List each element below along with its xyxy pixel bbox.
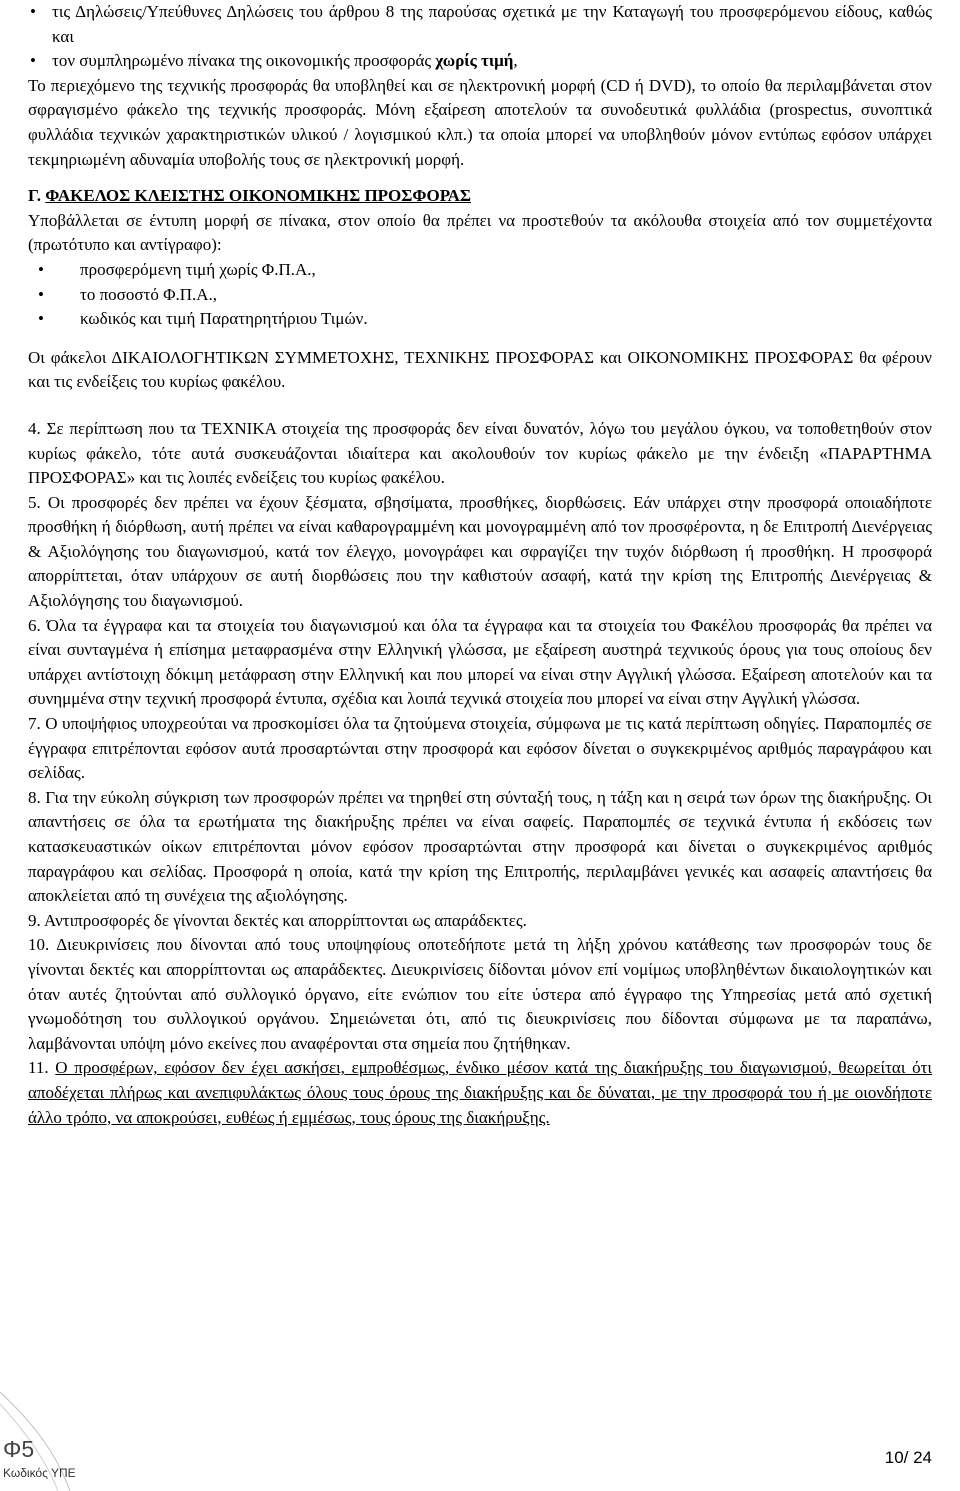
document-page [28, 0, 932, 1130]
numbered-paragraph: 4. Σε περίπτωση που τα ΤΕΧΝΙΚΑ στοιχεία της προσφοράς δεν είναι δυνατόν, λόγω του μεγάλου όγκου, να τοποθετηθούν στον κυρίως φάκελο, τότε αυτά συσκευάζονται ιδιαίτερα και ακολουθούν τον κυρίως φάκελο με την ένδειξη «ΠΑΡΑΡΤΗΜΑ ΠΡΟΣΦΟΡΑΣ» και τις λοιπές ενδείξεις του κυρίως φακέλου. [28, 418, 932, 488]
section-intro: Υποβάλλεται σε έντυπη μορφή σε πίνακα, στον οποίο θα πρέπει να προστεθούν τα ακόλουθα στοιχεία από τον συμμετέχοντα (πρωτότυπο και αντίγραφο): [28, 210, 932, 255]
envelopes-paragraph: Οι φάκελοι ΔΙΚΑΙΟΛΟΓΗΤΙΚΩΝ ΣΥΜΜΕΤΟΧΗΣ, ΤΕΧΝΙΚΗΣ ΠΡΟΣΦΟΡΑΣ και ΟΙΚΟΝΟΜΙΚΗΣ ΠΡΟΣΦΟΡΑΣ θα φέρουν και τις ενδείξεις του κυρίως φακέλου. [28, 347, 932, 392]
numbered-paragraph-11: 11. Ο προσφέρων, εφόσον δεν έχει ασκήσει, εμπροθέσμως, ένδικο μέσον κατά της διακήρυξης του διαγωνισμού, θεωρείται ότι αποδέχεται πλήρως και ανεπιφυλάκτως όλους τους όρους της διακήρυξης και δε δύναται, με την προσφορά του ή με οιονδήποτε άλλο τρόπο, να αποκρούσει, ευθέως ή εμμέσως, τους όρους της διακήρυξης. [28, 1058, 932, 1127]
numbered-paragraph: 9. Αντιπροσφορές δε γίνονται δεκτές και απορρίπτονται ως απαράδεκτες. [28, 910, 527, 930]
list-item: • τον συμπληρωμένο πίνακα της οικονομικής προσφοράς χωρίς τιμή, [28, 49, 932, 74]
bold-phrase: χωρίς τιμή [435, 51, 514, 71]
numbered-paragraph: 8. Για την εύκολη σύγκριση των προσφορών πρέπει να τηρηθεί στη σύνταξή τους, η τάξη και η σειρά των όρων της διακήρυξης. Οι απαντήσεις σε όλα τα ερωτήματα της διακήρυξης πρέπει να είναι σαφείς. Παραπομπές σε τεχνικά έντυπα ή εκδόσεις των κατασκευαστικών οίκων επιτρέπονται μόνον εφόσον προσαρτώνται στην προσφορά και δίνεται ο συγκεκριμένος αριθμός παραγράφου και σελίδας. Προσφορά η οποία, κατά την κρίση της Επιτροπής, περιλαμβάνει γενικές και ασαφείς απαντήσεις θα αποκλείεται από τη συνέχεια της αξιολόγησης. [28, 787, 932, 906]
department-code: Φ5 [3, 1436, 35, 1462]
numbered-paragraph: 7. Ο υποψήφιος υποχρεούται να προσκομίσει όλα τα ζητούμενα στοιχεία, σύμφωνα με τις κατά περίπτωση οδηγίες. Παραπομπές σε έγγραφα επιτρέπονται εφόσον αυτά προσαρτώνται στην προσφορά και εφόσον δίνεται ο συγκεκριμένος αριθμός παραγράφου και σελίδας. [28, 714, 932, 783]
section-title: ΦΑΚΕΛΟΣ ΚΛΕΙΣΤΗΣ ΟΙΚΟΝΟΜΙΚΗΣ ΠΡΟΣΦΟΡΑΣ [45, 186, 471, 206]
list-item [28, 0, 932, 49]
numbered-paragraph: 10. Διευκρινίσεις που δίνονται από τους υποψηφίους οποτεδήποτε μετά τη λήξη χρόνου κατάθεσης των προσφορών τους δε γίνονται δεκτές και απορρίπτονται ως απαράδεκτες. Διευκρινίσεις δίδονται μόνον επί νομίμως υποβληθέντων δικαιολογητικών και όταν αυτές ζητούνται από συλλογικό όργανο, είτε ενώπιον του είτε ύστερα από έγγραφο της Υπηρεσίας μετά από σχετική γνωμοδότηση του συλλογικού οργάνου. Σημειώνεται ότι, από τις διευκρινίσεις που δίδονται σύμφωνα με τα παραπάνω, λαμβάνονται υπόψη μόνο εκείνες που αναφέρονται στα σημεία που ζητήθηκαν. [28, 935, 932, 1053]
page-number: 10/ 24 [884, 1448, 932, 1467]
underlined-clause: Ο προσφέρων, εφόσον δεν έχει ασκήσει, εμπροθέσμως, ένδικο μέσον κατά της διακήρυξης του διαγωνισμού, θεωρείται ότι αποδέχεται πλήρως και ανεπιφυλάκτως όλους τους όρους της διακήρυξης και δε δύναται, με την προσφορά του ή με οιονδήποτε άλλο τρόπο, να αποκρούσει, ευθέως ή εμμέσως, τους όρους της διακήρυξης. [28, 1058, 932, 1127]
section-heading: Γ. ΦΑΚΕΛΟΣ ΚΛΕΙΣΤΗΣ ΟΙΚΟΝΟΜΙΚΗΣ ΠΡΟΣΦΟΡΑΣ [28, 186, 471, 206]
numbered-paragraph: 6. Όλα τα έγγραφα και τα στοιχεία του διαγωνισμού και όλα τα έγγραφα και τα στοιχεία του Φακέλου προσφοράς θα πρέπει να είναι συνταγμένα ή επίσημα μεταφρασμένα στην Ελληνική γλώσσα, με εξαίρεση αυστηρά τεχνικούς όρους για τους οποίους δεν υπάρχει αντίστοιχη δόκιμη μετάφραση στην Ελληνική και που μπορεί να είναι στην Αγγλική γλώσσα. Εξαίρεση αποτελούν και τα συνημμένα στην τεχνική προσφορά έντυπα, σχέδια και λοιπά τεχνικά στοιχεία που μπορεί να είναι στην Αγγλική γλώσσα. [28, 615, 932, 709]
list-item: • κωδικός και τιμή Παρατηρητήριου Τιμών. [28, 307, 932, 332]
footer-code-block [3, 1436, 76, 1480]
list-item: • το ποσοστό Φ.Π.Α., [28, 283, 932, 308]
bullet-text: τις Δηλώσεις/Υπεύθυνες Δηλώσεις του άρθρου 8 της παρούσας σχετικά με την Καταγωγή του προσφερόμενου είδους, καθώς και [52, 2, 932, 46]
media-paragraph: Το περιεχόμενο της τεχνικής προσφοράς θα υποβληθεί και σε ηλεκτρονική μορφή (CD ή DVD), το οποίο θα περιλαμβάνεται στον σφραγισμένο φάκελο της τεχνικής προσφοράς. Μόνη εξαίρεση αποτελούν τα συνοδευτικά φυλλάδια (prospectus, συνοπτικά φυλλάδια τεχνικών χαρακτηριστικών υλικού / λογισμικού κλπ.) τα οποία μπορεί να υποβληθούν μόνον εντύπως εφόσον υπάρχει τεκμηριωμένη αδυναμία υποβολής τους σε ηλεκτρονική μορφή. [28, 75, 932, 169]
list-item: • προσφερόμενη τιμή χωρίς Φ.Π.Α., [28, 258, 932, 283]
numbered-paragraph: 5. Οι προσφορές δεν πρέπει να έχουν ξέσματα, σβησίματα, προσθήκες, διορθώσεις. Εάν υπάρχει στην προσφορά οποιαδήποτε προσθήκη ή διόρθωση, αυτή πρέπει να είναι καθαρογραμμένη και μονογραμμένη από τον προσφέροντα, η δε Επιτροπή Διενέργειας & Αξιολόγησης του διαγωνισμού, κατά τον έλεγχο, μονογράφει και σφραγίζει την τυχόν διόρθωση ή προσθήκη. Η προσφορά απορρίπτεται, όταν υπάρχουν σε αυτή διορθώσεις που την καθιστούν ασαφή, κατά την κρίση της Επιτροπής Διενέργειας & Αξιολόγησης του διαγωνισμού. [28, 492, 932, 611]
department-code-label: Κωδικός ΥΠΕ [3, 1466, 76, 1480]
